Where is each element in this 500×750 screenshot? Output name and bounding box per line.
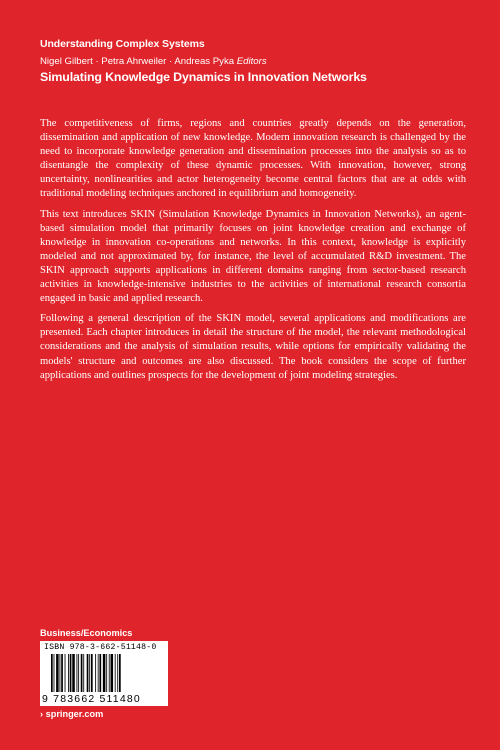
isbn-barcode [40,641,168,706]
blurb-paragraph-3: Following a general description of the SKIN model, several applications and modifications are presented. Each chapter introduces in detail the structure of the model, the relevant methodological considerations and the analysis of simulation results, while options for empirically validating the models' structure and outcomes are also discussed. The book considers the scope of further applications and outlines prospects for the development of joint modeling strategies. [40,313,466,381]
editors-line [40,56,470,67]
book-title: Simulating Knowledge Dynamics in Innovation Networks [40,70,367,84]
subject-category: Business/Economics [40,628,133,638]
barcode-bars-icon [51,654,163,692]
publisher-url: › springer.com [40,709,104,719]
editors-label: Editors [236,56,267,67]
back-cover-blurb [40,117,466,389]
blurb-paragraph-1: The competitiveness of firms, regions and countries greatly depends on the generation, dissemination and application of new knowledge. Modern innovation research is challenged by the need to incorporate knowledge generation and dissemination processes into the analysis so as to disentangle the complexity of these dynamic processes. With innovation, however, strong uncertainty, nonlinearities and actor heterogeneity become central factors that are at odds with traditional modeling techniques anchored in equilibrium and homogeneity. [40,118,466,200]
barcode-digits: 9 783662 511480 [42,693,141,705]
blurb-paragraph-2: This text introduces SKIN (Simulation Knowledge Dynamics in Innovation Networks), an agent-based simulation model that primarily focuses on joint knowledge creation and exchange of knowledge in innovation co-operations and networks. In this context, knowledge is explicitly modeled and not approximated by, for instance, the level of accumulated R&D investment. The SKIN approach supports applications in different domains ranging from sector-based research activities in knowledge-intensive industries to the activities of international research consortia engaged in basic and applied research. [40,208,466,305]
isbn-number: ISBN 978-3-662-51148-0 [44,643,157,652]
cover-header [40,38,470,84]
editor-names: Nigel Gilbert · Petra Ahrweiler · Andreas Pyka [40,56,235,67]
series-title: Understanding Complex Systems [40,38,205,50]
